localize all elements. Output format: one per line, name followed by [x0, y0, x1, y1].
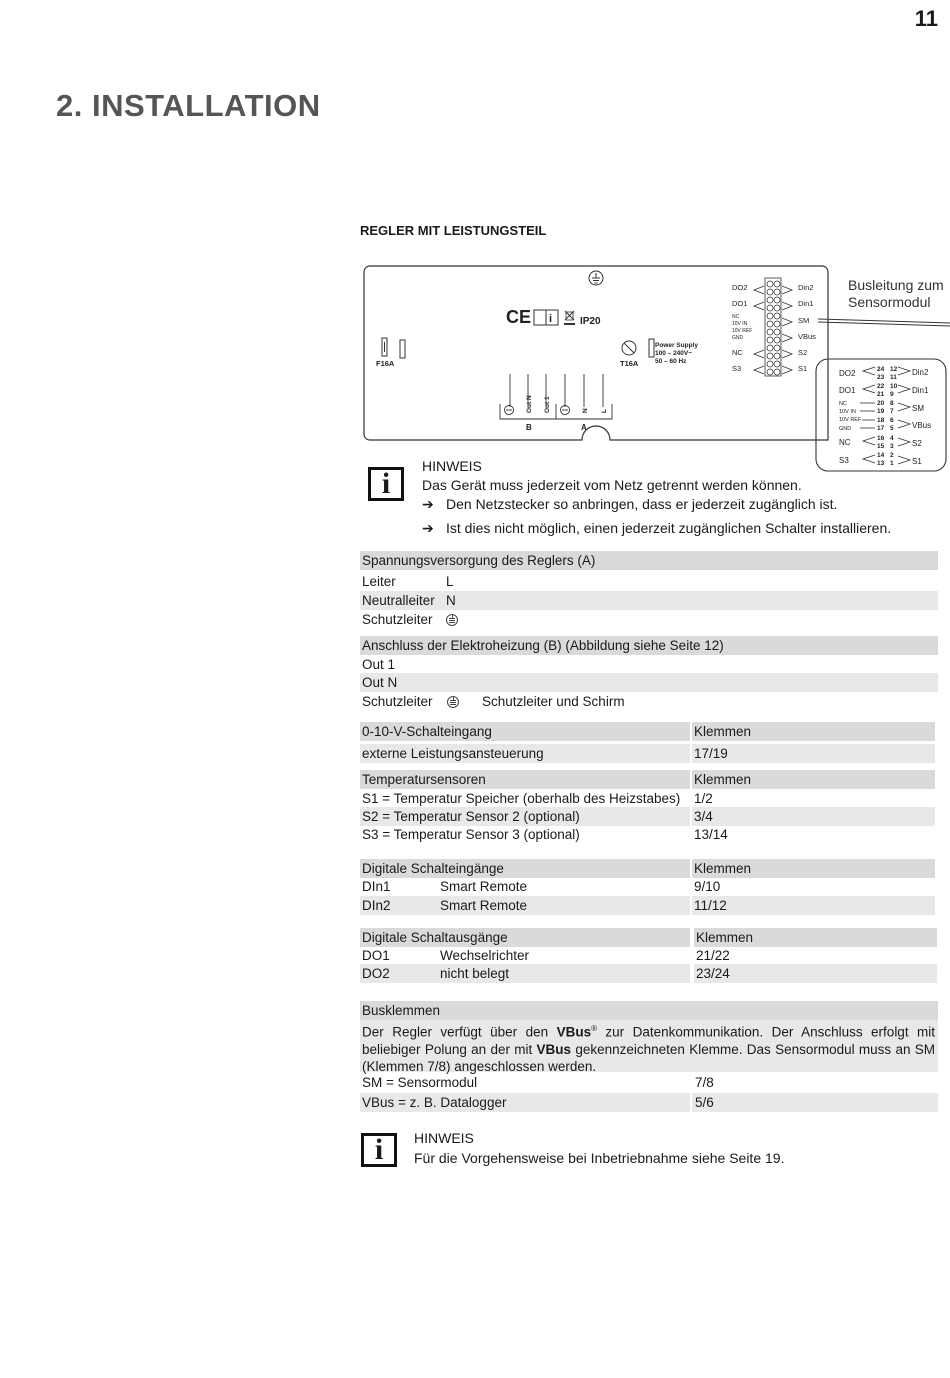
bottom-label-out-n: Out N — [526, 395, 533, 413]
group-b-label: B — [526, 423, 532, 432]
group-a-label: A — [581, 423, 587, 432]
bottom-label-l: L — [601, 409, 608, 413]
digital-out-row-value: 21/22 — [696, 948, 730, 963]
sensor-row-value: 13/14 — [694, 827, 728, 842]
detail-num: 9 — [890, 391, 894, 398]
heating-header: Anschluss der Elektroheizung (B) (Abbildung siehe Seite 12) — [362, 638, 724, 653]
ip-rating: IP20 — [580, 316, 601, 327]
terminal-label-do2: DO2 — [732, 283, 748, 292]
note2-title: HINWEIS — [414, 1130, 474, 1146]
earth-symbol-icon — [589, 271, 603, 285]
power-row-label: Schutzleiter — [362, 612, 433, 627]
chapter-title: 2. INSTALLATION — [56, 88, 321, 123]
heating-row-note: Schutzleiter und Schirm — [482, 694, 625, 709]
detail-num: 6 — [890, 417, 894, 424]
input010-row-label: externe Leistungsansteuerung — [362, 746, 544, 761]
arrow-right-icon: ➔ — [422, 520, 434, 536]
terminal-label-din2: Din2 — [798, 283, 814, 292]
fuse-mid-icon — [649, 339, 654, 357]
heating-row-label: Schutzleiter — [362, 694, 433, 709]
row-stripe — [692, 896, 935, 915]
detail-label-vbus: VBus — [912, 421, 932, 430]
detail-label-s3: S3 — [839, 456, 849, 465]
digital-out-row-id: DO2 — [362, 966, 390, 981]
fuse-left-label: F16A — [376, 359, 395, 368]
detail-num: 24 — [877, 366, 885, 373]
row-stripe — [692, 744, 935, 763]
power-freq-label: 50 – 60 Hz — [655, 358, 687, 365]
detail-num: 11 — [890, 374, 897, 381]
detail-label-s2: S2 — [912, 439, 922, 448]
sensor-row-label: S1 = Temperatur Speicher (oberhalb des Heizstabes) — [362, 791, 681, 806]
detail-num: 18 — [877, 417, 885, 424]
arrow-right-icon: ➔ — [422, 496, 434, 512]
manual-icon — [534, 310, 558, 325]
detail-num: 16 — [877, 435, 885, 442]
no-symbol-icon — [622, 341, 636, 355]
detail-arrows — [860, 367, 910, 464]
bus-paragraph: Der Regler verfügt über den VBus® zur Datenkommunikation. Der Anschluss erfolgt mit beliebiger Polung an der mit VBus gekennzeichneten Klemme. Das Sensormodul muss an SM (Klemmen 7/8) angeschlossen werden. — [362, 1024, 936, 1074]
terminal-label-sm: SM — [798, 316, 810, 325]
note1-bullet2: ➔ Ist dies nicht möglich, einen jederzeit zugänglichen Schalter installieren. — [422, 520, 892, 536]
digital-in-row-value: 9/10 — [694, 879, 721, 894]
row-stripe — [694, 964, 937, 983]
detail-label-din1: Din1 — [912, 386, 929, 395]
weee-icon — [564, 311, 575, 324]
info-icon: i — [368, 467, 404, 501]
bottom-label-out-1: Out 1 — [544, 396, 551, 413]
bus-row-label: SM = Sensormodul — [362, 1075, 478, 1090]
fuse-left-icon — [382, 338, 405, 358]
detail-label-do1: DO1 — [839, 386, 856, 395]
sensor-row-value: 1/2 — [694, 791, 713, 806]
row-stripe — [360, 673, 938, 692]
digital-in-col: Klemmen — [694, 861, 752, 876]
detail-num: 1 — [890, 460, 894, 467]
page-number: 11 — [914, 6, 938, 31]
detail-num: 13 — [877, 460, 885, 467]
bus-row-value: 7/8 — [695, 1075, 714, 1090]
detail-label-nc1: NC — [839, 401, 847, 407]
terminal-label-s3: S3 — [732, 364, 742, 373]
detail-num: 5 — [890, 425, 894, 432]
sensor-row-value: 3/4 — [694, 809, 713, 824]
ce-mark: CE — [506, 307, 532, 327]
heating-row-label: Out 1 — [362, 657, 396, 672]
detail-label-sm: SM — [912, 404, 924, 413]
digital-out-row-label: nicht belegt — [440, 966, 510, 981]
power-range-label: 100 – 240V~ — [655, 350, 693, 357]
detail-num: 14 — [877, 452, 885, 459]
digital-in-row-label: Smart Remote — [440, 879, 528, 894]
earth-ground-icon — [447, 692, 459, 711]
power-row-label: Leiter — [362, 574, 396, 589]
row-stripe — [692, 1093, 938, 1112]
detail-num: 4 — [890, 435, 894, 442]
terminal-strip — [754, 278, 792, 376]
detail-label-do2: DO2 — [839, 369, 856, 378]
terminal-label-s1: S1 — [798, 364, 808, 373]
digital-in-row-id: DIn1 — [362, 879, 391, 894]
power-row-label: Neutralleiter — [362, 593, 435, 608]
bus-header: Busklemmen — [362, 1003, 441, 1018]
sensors-col: Klemmen — [694, 772, 752, 787]
terminal-label-vbus: VBus — [798, 332, 816, 341]
terminal-label-do1: DO1 — [732, 299, 748, 308]
input010-col: Klemmen — [694, 724, 752, 739]
section-heading: REGLER MIT LEISTUNGSTEIL — [360, 223, 547, 238]
detail-num: 12 — [890, 366, 898, 373]
row-stripe — [692, 807, 935, 826]
section-header-bar — [360, 1001, 938, 1020]
sensor-row-label: S3 = Temperatur Sensor 3 (optional) — [362, 827, 580, 842]
detail-label-nc2: NC — [839, 438, 851, 447]
input010-row-value: 17/19 — [694, 746, 728, 761]
bus-note-line2: Sensormodul — [848, 294, 931, 310]
detail-label-10vref: 10V REF — [839, 417, 862, 423]
terminal-label-gnd: GND — [732, 335, 744, 341]
digital-out-header: Digitale Schaltausgänge — [362, 930, 508, 945]
info-icon: i — [361, 1133, 397, 1167]
power-supply-label: Power Supply — [655, 342, 698, 349]
detail-label-s1: S1 — [912, 457, 922, 466]
digital-in-row-label: Smart Remote — [440, 898, 528, 913]
earth-ground-icon — [446, 610, 458, 629]
note1-line1: Das Gerät muss jederzeit vom Netz getrennt werden können. — [422, 477, 802, 493]
heating-row-label: Out N — [362, 675, 398, 690]
bottom-terminal-block — [500, 374, 612, 419]
detail-num: 17 — [877, 425, 885, 432]
bus-cable — [818, 319, 950, 326]
note1-title: HINWEIS — [422, 458, 482, 474]
terminal-label-s2: S2 — [798, 348, 808, 357]
note2-text: Für die Vorgehensweise bei Inbetriebnahme siehe Seite 19. — [414, 1150, 785, 1166]
digital-in-row-value: 11/12 — [694, 898, 727, 913]
terminal-label-10vin: 10V IN — [732, 321, 748, 327]
svg-text:i: i — [549, 313, 553, 325]
terminal-label-nc2: NC — [732, 348, 743, 357]
detail-num: 2 — [890, 452, 894, 459]
sensors-header: Temperatursensoren — [362, 772, 486, 787]
digital-out-row-value: 23/24 — [696, 966, 730, 981]
note1-bullet1: ➔ Den Netzstecker so anbringen, dass er jederzeit zugänglich ist. — [422, 496, 838, 512]
digital-in-row-id: DIn2 — [362, 898, 391, 913]
detail-num: 10 — [890, 383, 898, 390]
detail-num: 22 — [877, 383, 885, 390]
input010-header: 0-10-V-Schalteingang — [362, 724, 492, 739]
digital-out-col: Klemmen — [696, 930, 754, 945]
detail-label-din2: Din2 — [912, 368, 929, 377]
terminal-label-din1: Din1 — [798, 299, 814, 308]
terminal-label-10vref: 10V REF — [732, 328, 753, 334]
detail-num: 23 — [877, 374, 885, 381]
digital-in-header: Digitale Schalteingänge — [362, 861, 504, 876]
digital-out-row-id: DO1 — [362, 948, 390, 963]
detail-label-gnd: GND — [839, 426, 852, 432]
bus-row-label: VBus = z. B. Datalogger — [362, 1095, 507, 1110]
detail-num: 21 — [877, 391, 885, 398]
sensor-row-label: S2 = Temperatur Sensor 2 (optional) — [362, 809, 580, 824]
detail-num: 19 — [877, 408, 885, 415]
bus-row-value: 5/6 — [695, 1095, 714, 1110]
power-row-value: L — [446, 574, 454, 589]
fuse-mid-label: T16A — [620, 359, 639, 368]
detail-label-10vin: 10V IN — [839, 409, 856, 415]
detail-num: 8 — [890, 400, 894, 407]
digital-out-row-label: Wechselrichter — [440, 948, 530, 963]
terminal-label-nc1: NC — [732, 314, 740, 320]
row-stripe — [360, 964, 690, 983]
detail-num: 7 — [890, 408, 894, 415]
power-row-value: N — [446, 593, 456, 608]
power-header: Spannungsversorgung des Reglers (A) — [362, 553, 596, 568]
detail-num: 3 — [890, 443, 894, 450]
detail-num: 15 — [877, 443, 885, 450]
detail-num: 20 — [877, 400, 885, 407]
bus-note-line1: Busleitung zum — [848, 277, 944, 293]
bottom-label-n: N — [582, 408, 589, 413]
